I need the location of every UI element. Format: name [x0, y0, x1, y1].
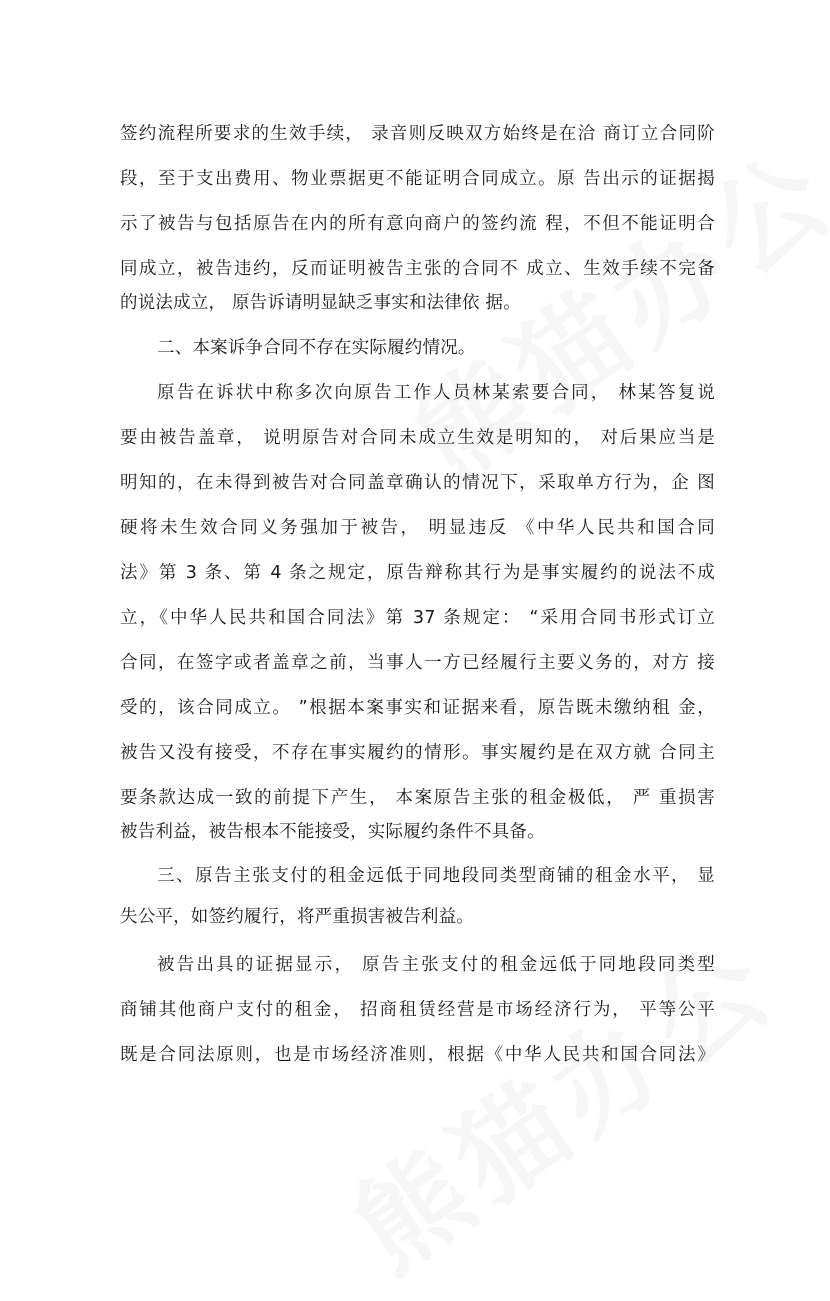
text-line-2: 段，至于支出费用、物业票据更不能证明合同成立。原 告出示的证据揭	[120, 169, 715, 189]
text-line-11: 法》第 3 条、第 4 条之规定，原告辩称其行为是事实履约的说法不成	[120, 563, 715, 583]
text-line-20: 被告出具的证据显示， 原告主张支付的租金远低于同地段同类型	[157, 955, 715, 975]
text-line-21: 商铺其他商户支付的租金， 招商租赁经营是市场经济行为， 平等公平	[120, 1000, 715, 1020]
text-line-10: 硬将未生效合同义务强加于被告， 明显违反 《中华人民共和国合同	[120, 518, 715, 538]
text-line-1: 签约流程所要求的生效手续， 录音则反映双方始终是在洽 商订立合同阶	[120, 124, 715, 144]
text-line-15: 被告又没有接受，不存在事实履约的情形。事实履约是在双方就 合同主	[120, 743, 715, 763]
text-line-4: 同成立，被告违约，反而证明被告主张的合同不 成立、生效手续不完备	[120, 259, 715, 279]
text-line-9: 明知的，在未得到被告对合同盖章确认的情况下，采取单方行为，企 图	[120, 473, 715, 493]
text-line-5: 的说法成立， 原告诉请明显缺乏事实和法律依 据。	[120, 293, 521, 313]
text-line-22: 既是合同法原则，也是市场经济准则，根据《中华人民共和国合同法》	[120, 1045, 715, 1065]
text-line-17: 被告利益，被告根本不能接受，实际履约条件不具备。	[120, 822, 545, 842]
text-line-12: 立，《中华人民共和国合同法》第 37 条规定： “采用合同书形式订立	[120, 608, 715, 628]
text-line-14: 受的，该合同成立。 ”根据本案事实和证据来看，原告既未缴纳租 金，	[120, 698, 715, 718]
text-line-19: 失公平，如签约履行，将严重损害被告利益。	[120, 907, 474, 927]
section-heading-2: 二、本案诉争合同不存在实际履约情况。	[157, 338, 476, 358]
text-line-3: 示了被告与包括原告在内的所有意向商户的签约流 程，不但不能证明合	[120, 214, 715, 234]
text-line-7: 原告在诉状中称多次向原告工作人员林某索要合同， 林某答复说	[157, 383, 715, 403]
text-line-13: 合同，在签字或者盖章之前，当事人一方已经履行主要义务的，对方 接	[120, 653, 715, 673]
text-line-8: 要由被告盖章， 说明原告对合同未成立生效是明知的， 对后果应当是	[120, 428, 715, 448]
section-heading-3: 三、原告主张支付的租金远低于同地段同类型商铺的租金水平， 显	[157, 866, 715, 886]
text-line-16: 要条款达成一致的前提下产生， 本案原告主张的租金极低， 严 重损害	[120, 788, 715, 808]
